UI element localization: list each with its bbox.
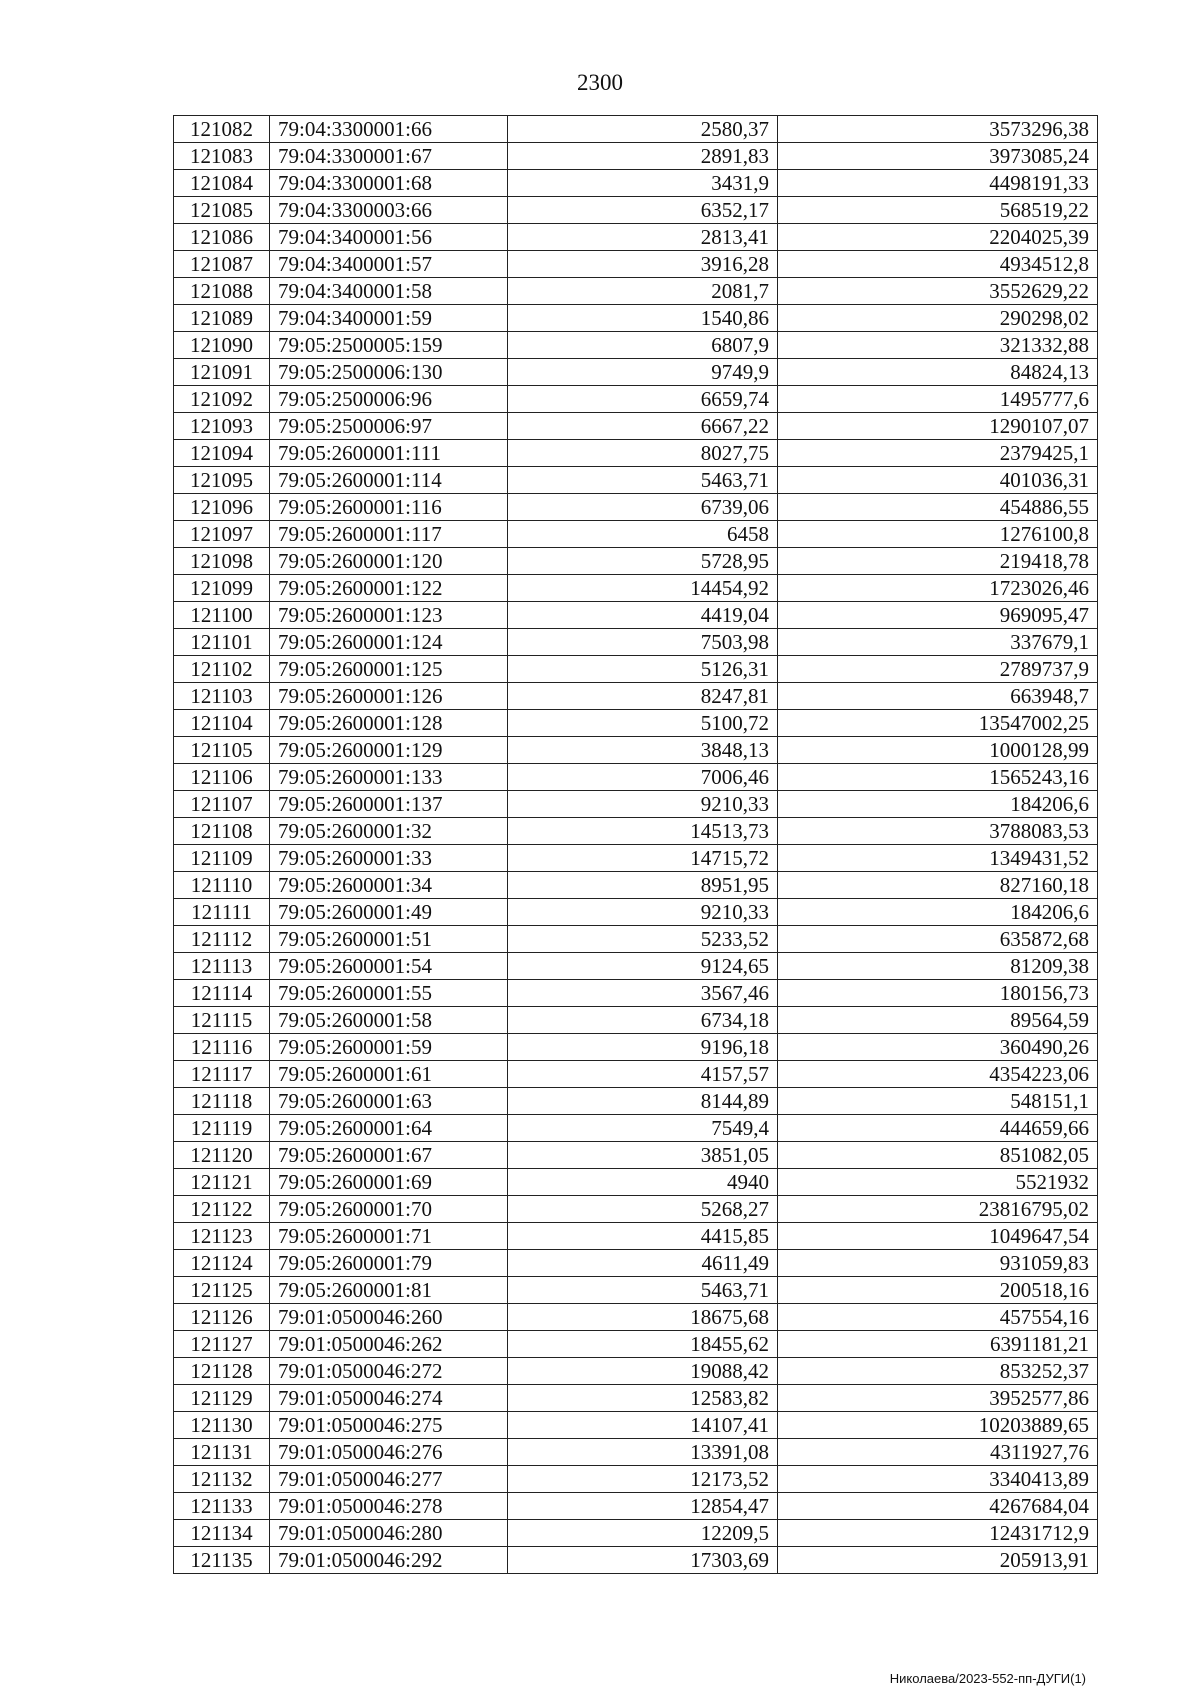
row-number-cell: 121135	[174, 1547, 270, 1574]
row-number-cell: 121115	[174, 1007, 270, 1034]
table-row	[174, 1115, 1098, 1142]
area-cell: 12854,47	[508, 1493, 778, 1520]
table-row	[174, 467, 1098, 494]
table-row	[174, 899, 1098, 926]
cadastral-number-cell: 79:04:3400001:57	[270, 251, 508, 278]
cadastral-number-cell: 79:05:2500006:97	[270, 413, 508, 440]
area-cell: 8247,81	[508, 683, 778, 710]
row-number-cell: 121113	[174, 953, 270, 980]
row-number-cell: 121130	[174, 1412, 270, 1439]
value-cell: 4498191,33	[778, 170, 1098, 197]
value-cell: 401036,31	[778, 467, 1098, 494]
value-cell: 931059,83	[778, 1250, 1098, 1277]
value-cell: 4267684,04	[778, 1493, 1098, 1520]
table-row	[174, 737, 1098, 764]
row-number-cell: 121111	[174, 899, 270, 926]
value-cell: 3952577,86	[778, 1385, 1098, 1412]
row-number-cell: 121102	[174, 656, 270, 683]
value-cell: 219418,78	[778, 548, 1098, 575]
cadastral-number-cell: 79:01:0500046:277	[270, 1466, 508, 1493]
row-number-cell: 121119	[174, 1115, 270, 1142]
area-cell: 14715,72	[508, 845, 778, 872]
page-number: 2300	[577, 70, 623, 95]
table-row	[174, 548, 1098, 575]
cadastral-number-cell: 79:05:2600001:123	[270, 602, 508, 629]
cadastral-number-cell: 79:05:2500005:159	[270, 332, 508, 359]
table-row	[174, 1439, 1098, 1466]
value-cell: 81209,38	[778, 953, 1098, 980]
row-number-cell: 121091	[174, 359, 270, 386]
row-number-cell: 121101	[174, 629, 270, 656]
cadastral-number-cell: 79:01:0500046:260	[270, 1304, 508, 1331]
area-cell: 3916,28	[508, 251, 778, 278]
table-row	[174, 1088, 1098, 1115]
value-cell: 12431712,9	[778, 1520, 1098, 1547]
cadastral-number-cell: 79:05:2600001:117	[270, 521, 508, 548]
area-cell: 1540,86	[508, 305, 778, 332]
cadastral-number-cell: 79:05:2600001:54	[270, 953, 508, 980]
row-number-cell: 121094	[174, 440, 270, 467]
area-cell: 9124,65	[508, 953, 778, 980]
value-cell: 3973085,24	[778, 143, 1098, 170]
area-cell: 4157,57	[508, 1061, 778, 1088]
table-row	[174, 1331, 1098, 1358]
table-row	[174, 953, 1098, 980]
area-cell: 5233,52	[508, 926, 778, 953]
table-row	[174, 818, 1098, 845]
row-number-cell: 121107	[174, 791, 270, 818]
table-row	[174, 1142, 1098, 1169]
row-number-cell: 121110	[174, 872, 270, 899]
value-cell: 969095,47	[778, 602, 1098, 629]
table-row	[174, 926, 1098, 953]
table-row	[174, 143, 1098, 170]
area-cell: 6739,06	[508, 494, 778, 521]
area-cell: 18455,62	[508, 1331, 778, 1358]
value-cell: 200518,16	[778, 1277, 1098, 1304]
cadastral-number-cell: 79:05:2600001:49	[270, 899, 508, 926]
row-number-cell: 121082	[174, 116, 270, 143]
area-cell: 2081,7	[508, 278, 778, 305]
value-cell: 337679,1	[778, 629, 1098, 656]
area-cell: 5126,31	[508, 656, 778, 683]
table-row	[174, 305, 1098, 332]
value-cell: 2204025,39	[778, 224, 1098, 251]
value-cell: 205913,91	[778, 1547, 1098, 1574]
table-row	[174, 1196, 1098, 1223]
value-cell: 184206,6	[778, 791, 1098, 818]
row-number-cell: 121125	[174, 1277, 270, 1304]
area-cell: 13391,08	[508, 1439, 778, 1466]
value-cell: 4934512,8	[778, 251, 1098, 278]
row-number-cell: 121133	[174, 1493, 270, 1520]
row-number-cell: 121093	[174, 413, 270, 440]
row-number-cell: 121134	[174, 1520, 270, 1547]
value-cell: 827160,18	[778, 872, 1098, 899]
row-number-cell: 121096	[174, 494, 270, 521]
cadastral-number-cell: 79:05:2600001:129	[270, 737, 508, 764]
value-cell: 851082,05	[778, 1142, 1098, 1169]
table-row	[174, 791, 1098, 818]
area-cell: 9210,33	[508, 899, 778, 926]
cadastral-number-cell: 79:04:3400001:56	[270, 224, 508, 251]
table-row	[174, 1007, 1098, 1034]
table-row	[174, 656, 1098, 683]
table-row	[174, 764, 1098, 791]
area-cell: 14513,73	[508, 818, 778, 845]
table-row	[174, 710, 1098, 737]
row-number-cell: 121123	[174, 1223, 270, 1250]
area-cell: 7006,46	[508, 764, 778, 791]
row-number-cell: 121132	[174, 1466, 270, 1493]
area-cell: 7549,4	[508, 1115, 778, 1142]
area-cell: 19088,42	[508, 1358, 778, 1385]
row-number-cell: 121129	[174, 1385, 270, 1412]
area-cell: 7503,98	[508, 629, 778, 656]
row-number-cell: 121124	[174, 1250, 270, 1277]
value-cell: 84824,13	[778, 359, 1098, 386]
value-cell: 4354223,06	[778, 1061, 1098, 1088]
row-number-cell: 121086	[174, 224, 270, 251]
value-cell: 184206,6	[778, 899, 1098, 926]
cadastral-number-cell: 79:05:2600001:137	[270, 791, 508, 818]
area-cell: 12173,52	[508, 1466, 778, 1493]
cadastral-number-cell: 79:04:3300001:68	[270, 170, 508, 197]
value-cell: 1290107,07	[778, 413, 1098, 440]
cadastral-number-cell: 79:01:0500046:292	[270, 1547, 508, 1574]
cadastral-number-cell: 79:05:2600001:126	[270, 683, 508, 710]
cadastral-number-cell: 79:05:2600001:69	[270, 1169, 508, 1196]
value-cell: 568519,22	[778, 197, 1098, 224]
row-number-cell: 121126	[174, 1304, 270, 1331]
table-row	[174, 1547, 1098, 1574]
value-cell: 1723026,46	[778, 575, 1098, 602]
row-number-cell: 121106	[174, 764, 270, 791]
table-row	[174, 521, 1098, 548]
area-cell: 2813,41	[508, 224, 778, 251]
row-number-cell: 121105	[174, 737, 270, 764]
row-number-cell: 121085	[174, 197, 270, 224]
value-cell: 13547002,25	[778, 710, 1098, 737]
area-cell: 2580,37	[508, 116, 778, 143]
cadastral-number-cell: 79:05:2600001:122	[270, 575, 508, 602]
table-row	[174, 602, 1098, 629]
table-row	[174, 170, 1098, 197]
cadastral-number-cell: 79:05:2600001:125	[270, 656, 508, 683]
row-number-cell: 121099	[174, 575, 270, 602]
row-number-cell: 121108	[174, 818, 270, 845]
cadastral-number-cell: 79:05:2600001:124	[270, 629, 508, 656]
cadastral-number-cell: 79:05:2600001:114	[270, 467, 508, 494]
area-cell: 17303,69	[508, 1547, 778, 1574]
area-cell: 6352,17	[508, 197, 778, 224]
cadastral-number-cell: 79:05:2600001:70	[270, 1196, 508, 1223]
area-cell: 4611,49	[508, 1250, 778, 1277]
row-number-cell: 121116	[174, 1034, 270, 1061]
cadastral-number-cell: 79:05:2600001:128	[270, 710, 508, 737]
cadastral-number-cell: 79:05:2600001:55	[270, 980, 508, 1007]
table-row	[174, 1304, 1098, 1331]
row-number-cell: 121128	[174, 1358, 270, 1385]
area-cell: 8144,89	[508, 1088, 778, 1115]
table-row	[174, 1277, 1098, 1304]
value-cell: 6391181,21	[778, 1331, 1098, 1358]
land-plots-table	[173, 115, 1098, 1574]
value-cell: 2789737,9	[778, 656, 1098, 683]
table-row	[174, 872, 1098, 899]
value-cell: 3573296,38	[778, 116, 1098, 143]
area-cell: 9196,18	[508, 1034, 778, 1061]
table-row	[174, 251, 1098, 278]
table-row	[174, 1466, 1098, 1493]
table-row	[174, 197, 1098, 224]
row-number-cell: 121095	[174, 467, 270, 494]
cadastral-number-cell: 79:01:0500046:274	[270, 1385, 508, 1412]
cadastral-number-cell: 79:05:2600001:133	[270, 764, 508, 791]
row-number-cell: 121118	[174, 1088, 270, 1115]
area-cell: 12583,82	[508, 1385, 778, 1412]
row-number-cell: 121112	[174, 926, 270, 953]
area-cell: 6659,74	[508, 386, 778, 413]
cadastral-number-cell: 79:05:2600001:58	[270, 1007, 508, 1034]
row-number-cell: 121098	[174, 548, 270, 575]
table-row	[174, 386, 1098, 413]
area-cell: 14454,92	[508, 575, 778, 602]
table-row	[174, 440, 1098, 467]
document-reference: Николаева/2023-552-пп-ДУГИ(1)	[889, 1671, 1086, 1686]
table-row	[174, 224, 1098, 251]
value-cell: 853252,37	[778, 1358, 1098, 1385]
row-number-cell: 121087	[174, 251, 270, 278]
value-cell: 663948,7	[778, 683, 1098, 710]
cadastral-number-cell: 79:01:0500046:278	[270, 1493, 508, 1520]
table-row	[174, 629, 1098, 656]
area-cell: 4415,85	[508, 1223, 778, 1250]
table-body	[174, 116, 1098, 1574]
cadastral-number-cell: 79:05:2600001:32	[270, 818, 508, 845]
area-cell: 3851,05	[508, 1142, 778, 1169]
cadastral-number-cell: 79:05:2600001:120	[270, 548, 508, 575]
value-cell: 1565243,16	[778, 764, 1098, 791]
area-cell: 14107,41	[508, 1412, 778, 1439]
value-cell: 4311927,76	[778, 1439, 1098, 1466]
area-cell: 9210,33	[508, 791, 778, 818]
row-number-cell: 121114	[174, 980, 270, 1007]
area-cell: 18675,68	[508, 1304, 778, 1331]
area-cell: 8951,95	[508, 872, 778, 899]
table-row	[174, 1358, 1098, 1385]
value-cell: 3340413,89	[778, 1466, 1098, 1493]
table-row	[174, 980, 1098, 1007]
area-cell: 5728,95	[508, 548, 778, 575]
table-row	[174, 1061, 1098, 1088]
table-row	[174, 494, 1098, 521]
value-cell: 635872,68	[778, 926, 1098, 953]
area-cell: 6667,22	[508, 413, 778, 440]
cadastral-number-cell: 79:04:3400001:58	[270, 278, 508, 305]
table-row	[174, 1223, 1098, 1250]
value-cell: 548151,1	[778, 1088, 1098, 1115]
cadastral-number-cell: 79:01:0500046:280	[270, 1520, 508, 1547]
row-number-cell: 121127	[174, 1331, 270, 1358]
table-row	[174, 413, 1098, 440]
area-cell: 6807,9	[508, 332, 778, 359]
table-row	[174, 683, 1098, 710]
cadastral-number-cell: 79:05:2500006:96	[270, 386, 508, 413]
row-number-cell: 121121	[174, 1169, 270, 1196]
cadastral-number-cell: 79:05:2600001:81	[270, 1277, 508, 1304]
table-row	[174, 332, 1098, 359]
value-cell: 1049647,54	[778, 1223, 1098, 1250]
value-cell: 1000128,99	[778, 737, 1098, 764]
area-cell: 9749,9	[508, 359, 778, 386]
row-number-cell: 121090	[174, 332, 270, 359]
value-cell: 3552629,22	[778, 278, 1098, 305]
value-cell: 5521932	[778, 1169, 1098, 1196]
value-cell: 23816795,02	[778, 1196, 1098, 1223]
table-row	[174, 1034, 1098, 1061]
table-row	[174, 359, 1098, 386]
row-number-cell: 121117	[174, 1061, 270, 1088]
value-cell: 321332,88	[778, 332, 1098, 359]
value-cell: 444659,66	[778, 1115, 1098, 1142]
table-row	[174, 1385, 1098, 1412]
value-cell: 290298,02	[778, 305, 1098, 332]
cadastral-number-cell: 79:05:2600001:116	[270, 494, 508, 521]
row-number-cell: 121097	[174, 521, 270, 548]
area-cell: 4419,04	[508, 602, 778, 629]
table-row	[174, 1412, 1098, 1439]
value-cell: 454886,55	[778, 494, 1098, 521]
cadastral-number-cell: 79:04:3300003:66	[270, 197, 508, 224]
row-number-cell: 121089	[174, 305, 270, 332]
row-number-cell: 121104	[174, 710, 270, 737]
area-cell: 5100,72	[508, 710, 778, 737]
table-row	[174, 1250, 1098, 1277]
area-cell: 6734,18	[508, 1007, 778, 1034]
area-cell: 5268,27	[508, 1196, 778, 1223]
area-cell: 8027,75	[508, 440, 778, 467]
row-number-cell: 121122	[174, 1196, 270, 1223]
cadastral-number-cell: 79:05:2600001:61	[270, 1061, 508, 1088]
value-cell: 2379425,1	[778, 440, 1098, 467]
row-number-cell: 121083	[174, 143, 270, 170]
cadastral-number-cell: 79:04:3400001:59	[270, 305, 508, 332]
row-number-cell: 121088	[174, 278, 270, 305]
cadastral-number-cell: 79:05:2600001:51	[270, 926, 508, 953]
cadastral-number-cell: 79:05:2600001:71	[270, 1223, 508, 1250]
area-cell: 3431,9	[508, 170, 778, 197]
value-cell: 1349431,52	[778, 845, 1098, 872]
value-cell: 10203889,65	[778, 1412, 1098, 1439]
area-cell: 2891,83	[508, 143, 778, 170]
cadastral-number-cell: 79:04:3300001:67	[270, 143, 508, 170]
cadastral-number-cell: 79:05:2600001:59	[270, 1034, 508, 1061]
cadastral-number-cell: 79:01:0500046:276	[270, 1439, 508, 1466]
cadastral-number-cell: 79:05:2600001:111	[270, 440, 508, 467]
table-row	[174, 845, 1098, 872]
value-cell: 180156,73	[778, 980, 1098, 1007]
table-row	[174, 116, 1098, 143]
value-cell: 360490,26	[778, 1034, 1098, 1061]
area-cell: 4940	[508, 1169, 778, 1196]
area-cell: 12209,5	[508, 1520, 778, 1547]
cadastral-number-cell: 79:05:2600001:79	[270, 1250, 508, 1277]
cadastral-number-cell: 79:05:2600001:67	[270, 1142, 508, 1169]
value-cell: 457554,16	[778, 1304, 1098, 1331]
area-cell: 6458	[508, 521, 778, 548]
row-number-cell: 121131	[174, 1439, 270, 1466]
row-number-cell: 121120	[174, 1142, 270, 1169]
area-cell: 3848,13	[508, 737, 778, 764]
cadastral-number-cell: 79:01:0500046:262	[270, 1331, 508, 1358]
cadastral-number-cell: 79:05:2500006:130	[270, 359, 508, 386]
table-row	[174, 1169, 1098, 1196]
value-cell: 1276100,8	[778, 521, 1098, 548]
row-number-cell: 121092	[174, 386, 270, 413]
table-row	[174, 575, 1098, 602]
area-cell: 5463,71	[508, 1277, 778, 1304]
cadastral-number-cell: 79:05:2600001:63	[270, 1088, 508, 1115]
table-row	[174, 1493, 1098, 1520]
area-cell: 5463,71	[508, 467, 778, 494]
value-cell: 89564,59	[778, 1007, 1098, 1034]
row-number-cell: 121084	[174, 170, 270, 197]
table-row	[174, 278, 1098, 305]
cadastral-number-cell: 79:05:2600001:34	[270, 872, 508, 899]
row-number-cell: 121109	[174, 845, 270, 872]
cadastral-number-cell: 79:01:0500046:275	[270, 1412, 508, 1439]
cadastral-number-cell: 79:01:0500046:272	[270, 1358, 508, 1385]
row-number-cell: 121103	[174, 683, 270, 710]
cadastral-number-cell: 79:05:2600001:33	[270, 845, 508, 872]
value-cell: 1495777,6	[778, 386, 1098, 413]
value-cell: 3788083,53	[778, 818, 1098, 845]
table-row	[174, 1520, 1098, 1547]
row-number-cell: 121100	[174, 602, 270, 629]
cadastral-number-cell: 79:04:3300001:66	[270, 116, 508, 143]
area-cell: 3567,46	[508, 980, 778, 1007]
cadastral-number-cell: 79:05:2600001:64	[270, 1115, 508, 1142]
